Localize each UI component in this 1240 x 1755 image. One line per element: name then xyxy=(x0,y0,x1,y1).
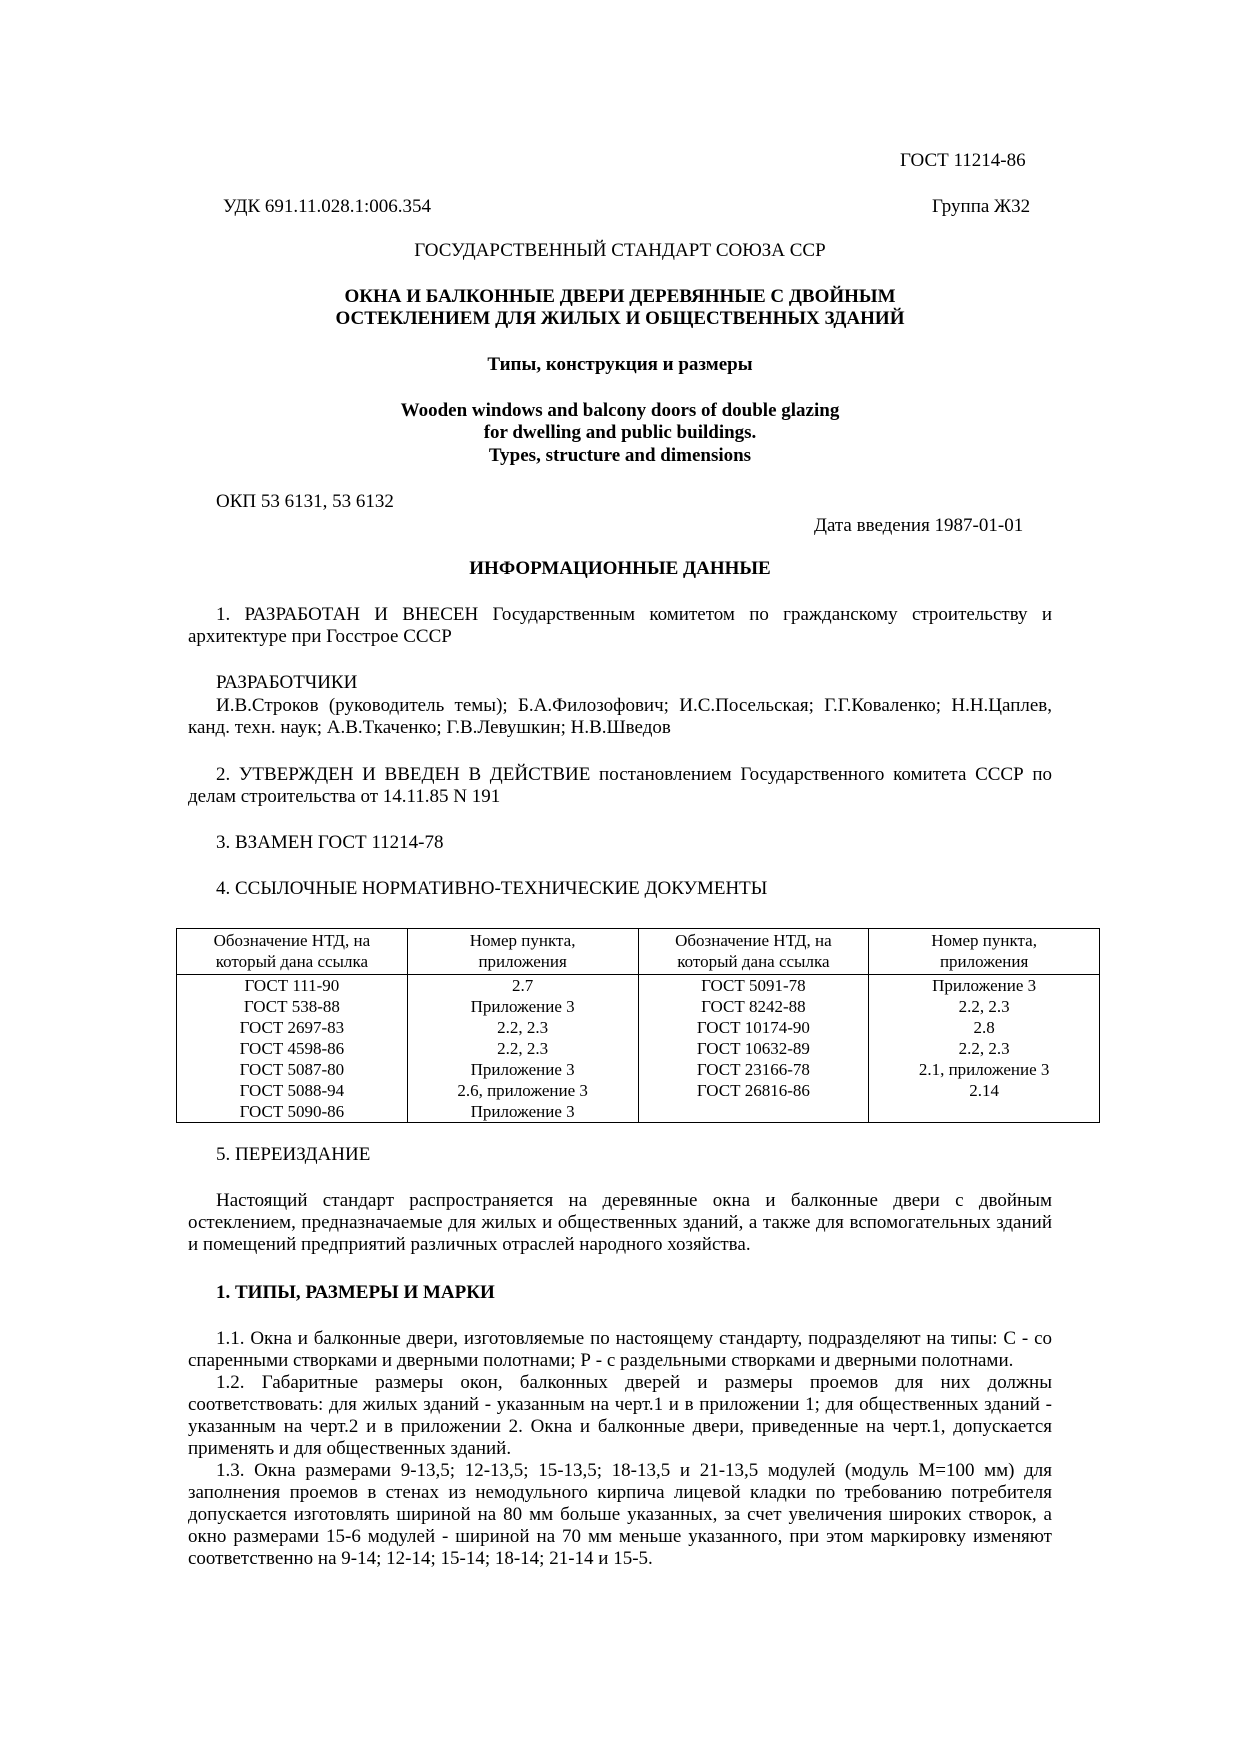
table-cell: ГОСТ 111-90 xyxy=(177,975,408,997)
table-cell: ГОСТ 26816-86 xyxy=(638,1080,869,1101)
table-cell: ГОСТ 4598-86 xyxy=(177,1038,408,1059)
table-cell: 2.1, приложение 3 xyxy=(869,1059,1100,1080)
table-row xyxy=(177,1059,1100,1080)
table-cell: Приложение 3 xyxy=(869,975,1100,997)
table-header-row xyxy=(177,929,1100,975)
info-item-2: 2. УТВЕРЖДЕН И ВВЕДЕН В ДЕЙСТВИЕ постановлением Государственного комитета СССР по делам строительства от 14.11.85 N 191 xyxy=(188,764,1052,807)
table-cell: 2.6, приложение 3 xyxy=(407,1080,638,1101)
scope-paragraph: Настоящий стандарт распространяется на деревянные окна и балконные двери с двойным остеклением, предназначаемые для жилых и общественных зданий, а также для вспомогательных зданий и помещений предприятий различных отраслей народного хозяйства. xyxy=(188,1190,1052,1255)
reference-documents-table xyxy=(176,928,1100,1123)
table-cell: ГОСТ 8242-88 xyxy=(638,996,869,1017)
developers-label: РАЗРАБОТЧИКИ xyxy=(216,672,358,693)
table-cell: Приложение 3 xyxy=(407,1059,638,1080)
developers-list: И.В.Строков (руководитель темы); Б.А.Филозофович; И.С.Посельская; Г.Г.Коваленко; Н.Н.Цаплев, канд. техн. наук; А.В.Ткаченко; Г.В.Левушкин; Н.В.Шведов xyxy=(188,695,1052,738)
subtitle: Типы, конструкция и размеры xyxy=(487,354,753,375)
table-cell: ГОСТ 538-88 xyxy=(177,996,408,1017)
clause-1-2: 1.2. Габаритные размеры окон, балконных дверей и размеры проемов для них должны соответствовать: для жилых зданий - указанным на черт.1 и в приложении 1; для общественных зданий - указанным на черт.2 и в приложении 2. Окна и балконные двери, приведенные на черт.1, допускается применять и для общественных зданий. xyxy=(188,1372,1052,1459)
gost-number: ГОСТ 11214-86 xyxy=(900,150,1026,171)
standard-name: ГОСУДАРСТВЕННЫЙ СТАНДАРТ СОЮЗА ССР xyxy=(414,240,826,261)
info-item-3: 3. ВЗАМЕН ГОСТ 11214-78 xyxy=(216,832,444,853)
section-1-body xyxy=(188,1328,1052,1570)
clause-1-3: 1.3. Окна размерами 9-13,5; 12-13,5; 15-13,5; 18-13,5 и 21-13,5 модулей (модуль М=100 мм) для заполнения проемов в стенах из немодульного кирпича лицевой кладки по требованию потребителя допускается изготовлять шириной на 80 мм больше указанных, за счет увеличения широких створок, а окно размерами 15-6 модулей - шириной на 70 мм меньше указанного, при этом маркировку изменяют соответственно на 9-14; 12-14; 15-14; 18-14; 21-14 и 15-5. xyxy=(188,1460,1052,1569)
table-cell xyxy=(869,1101,1100,1123)
info-item-4: 4. ССЫЛОЧНЫЕ НОРМАТИВНО-ТЕХНИЧЕСКИЕ ДОКУМЕНТЫ xyxy=(216,878,768,899)
table-cell: 2.7 xyxy=(407,975,638,997)
info-item-1: 1. РАЗРАБОТАН И ВНЕСЕН Государственным комитетом по гражданскому строительству и архитектуре при Госстрое СССР xyxy=(188,604,1052,647)
english-title-line-2: for dwelling and public buildings. xyxy=(483,422,757,443)
info-item-5: 5. ПЕРЕИЗДАНИЕ xyxy=(216,1144,371,1165)
table-cell: 2.2, 2.3 xyxy=(407,1017,638,1038)
table-cell xyxy=(638,1101,869,1123)
group-code: Группа Ж32 xyxy=(932,196,1031,217)
udk-code: УДК 691.11.028.1:006.354 xyxy=(223,196,431,217)
table-cell: 2.2, 2.3 xyxy=(407,1038,638,1059)
table-header-cell: Номер пункта, приложения xyxy=(407,929,638,975)
table-cell: 2.14 xyxy=(869,1080,1100,1101)
info-heading: ИНФОРМАЦИОННЫЕ ДАННЫЕ xyxy=(469,558,771,579)
table-cell: ГОСТ 5090-86 xyxy=(177,1101,408,1123)
table-header-cell: Обозначение НТД, на который дана ссылка xyxy=(638,929,869,975)
english-title-line-1: Wooden windows and balcony doors of double glazing xyxy=(400,400,840,421)
clause-1-1: 1.1. Окна и балконные двери, изготовляемые по настоящему стандарту, подразделяют на типы: С - со спаренными створками и дверными полотнами; Р - с раздельными створками и дверными полотнами. xyxy=(188,1328,1052,1371)
table-cell: ГОСТ 10632-89 xyxy=(638,1038,869,1059)
okp-code: ОКП 53 6131, 53 6132 xyxy=(216,491,394,512)
table-cell: 2.2, 2.3 xyxy=(869,996,1100,1017)
english-title-line-3: Types, structure and dimensions xyxy=(488,445,752,466)
table-header-cell: Обозначение НТД, на который дана ссылка xyxy=(177,929,408,975)
section-1-heading: 1. ТИПЫ, РАЗМЕРЫ И МАРКИ xyxy=(216,1282,495,1303)
table-cell: ГОСТ 23166-78 xyxy=(638,1059,869,1080)
title-line-1: ОКНА И БАЛКОННЫЕ ДВЕРИ ДЕРЕВЯННЫЕ С ДВОЙНЫМ xyxy=(344,286,896,307)
table-cell: ГОСТ 5088-94 xyxy=(177,1080,408,1101)
table-header-cell: Номер пункта, приложения xyxy=(869,929,1100,975)
table-cell: 2.8 xyxy=(869,1017,1100,1038)
table-row xyxy=(177,975,1100,997)
table-row xyxy=(177,1017,1100,1038)
table-row xyxy=(177,1080,1100,1101)
table-cell: ГОСТ 2697-83 xyxy=(177,1017,408,1038)
table-cell: ГОСТ 5091-78 xyxy=(638,975,869,997)
table-cell: 2.2, 2.3 xyxy=(869,1038,1100,1059)
table-cell: ГОСТ 5087-80 xyxy=(177,1059,408,1080)
table-row xyxy=(177,996,1100,1017)
table-row xyxy=(177,1038,1100,1059)
table-row xyxy=(177,1101,1100,1123)
table-cell: Приложение 3 xyxy=(407,1101,638,1123)
table-cell: Приложение 3 xyxy=(407,996,638,1017)
introduction-date: Дата введения 1987-01-01 xyxy=(814,515,1024,536)
title-line-2: ОСТЕКЛЕНИЕМ ДЛЯ ЖИЛЫХ И ОБЩЕСТВЕННЫХ ЗДАНИЙ xyxy=(335,308,905,329)
table-cell: ГОСТ 10174-90 xyxy=(638,1017,869,1038)
